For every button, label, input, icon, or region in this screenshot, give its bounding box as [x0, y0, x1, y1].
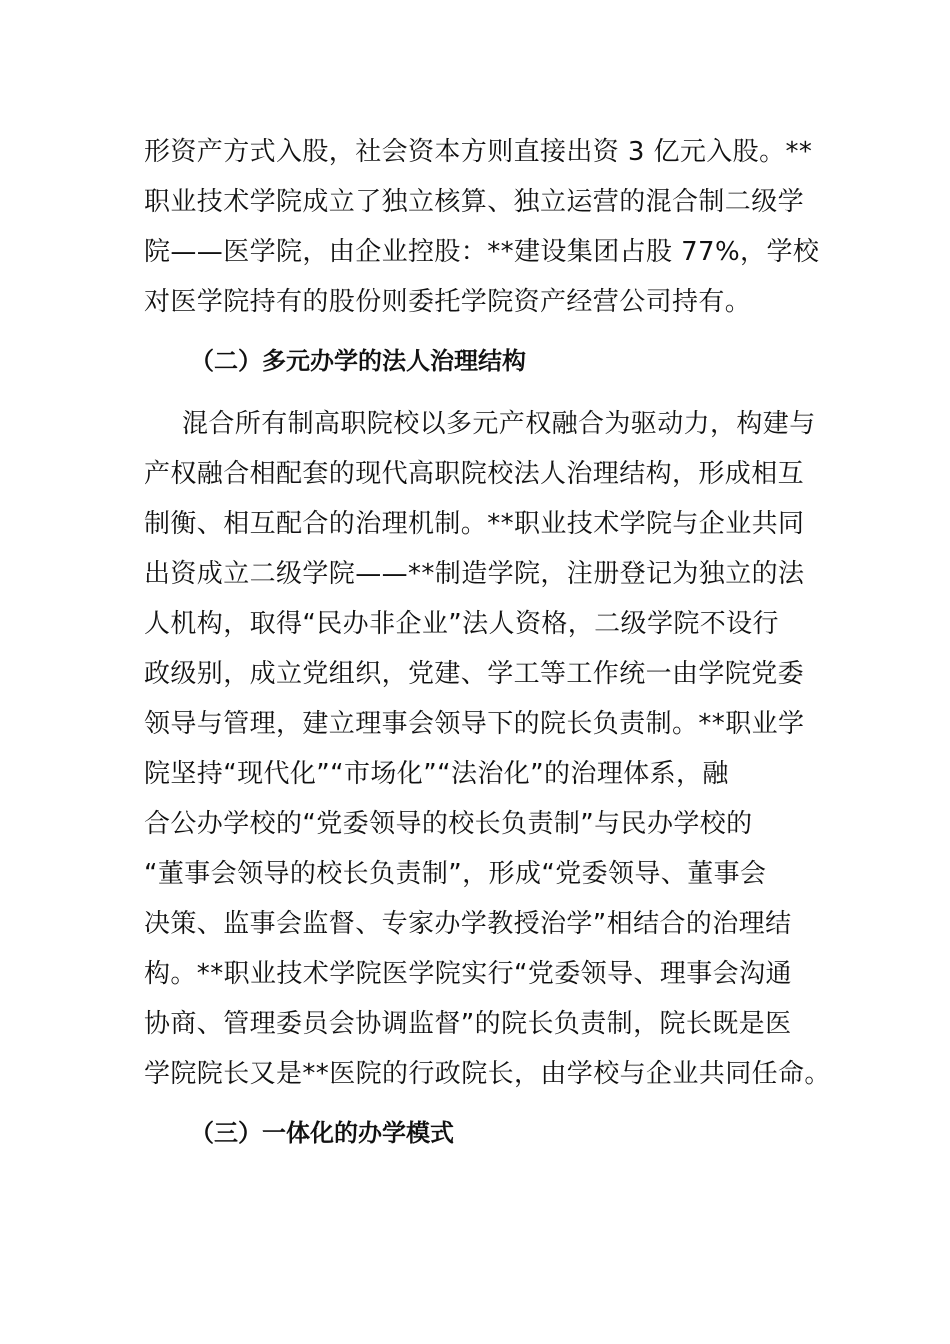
paragraph-line: 制衡、相互配合的治理机制。**职业技术学院与企业共同 — [144, 509, 805, 539]
paragraph-line: 产权融合相配套的现代高职院校法人治理结构，形成相互 — [144, 459, 805, 489]
paragraph-line: 决策、监事会监督、专家办学教授治学”相结合的治理结 — [144, 909, 792, 939]
paragraph-line: 政级别，成立党组织，党建、学工等工作统一由学院党委 — [144, 659, 805, 689]
paragraph-line: 人机构，取得“民办非企业”法人资格，二级学院不设行 — [144, 609, 779, 639]
paragraph-line: 协商、管理委员会协调监督”的院长负责制，院长既是医 — [144, 1009, 792, 1039]
paragraph-line: 构。**职业技术学院医学院实行“党委领导、理事会沟通 — [144, 959, 792, 989]
section-heading: （三）一体化的办学模式 — [190, 1119, 454, 1147]
paragraph-line: 院坚持“现代化”“市场化”“法治化”的治理体系，融 — [144, 759, 729, 789]
paragraph-line: 职业技术学院成立了独立核算、独立运营的混合制二级学 — [144, 187, 805, 217]
paragraph-line: 院——医学院，由企业控股：**建设集团占股 77%，学校 — [144, 237, 820, 267]
section-heading: （二）多元办学的法人治理结构 — [190, 347, 526, 375]
paragraph-line: 混合所有制高职院校以多元产权融合为驱动力，构建与 — [182, 409, 816, 439]
paragraph-line: 对医学院持有的股份则委托学院资产经营公司持有。 — [144, 287, 752, 317]
paragraph-line: “董事会领导的校长负责制”，形成“党委领导、董事会 — [144, 859, 767, 889]
paragraph-line: 出资成立二级学院——**制造学院，注册登记为独立的法 — [144, 559, 805, 589]
paragraph-line: 形资产方式入股，社会资本方则直接出资 3 亿元入股。** — [144, 137, 813, 167]
paragraph-line: 学院院长又是**医院的行政院长，由学校与企业共同任命。 — [144, 1059, 831, 1089]
paragraph-line: 合公办学校的“党委领导的校长负责制”与民办学校的 — [144, 809, 753, 839]
paragraph-line: 领导与管理，建立理事会领导下的院长负责制。**职业学 — [144, 709, 805, 739]
